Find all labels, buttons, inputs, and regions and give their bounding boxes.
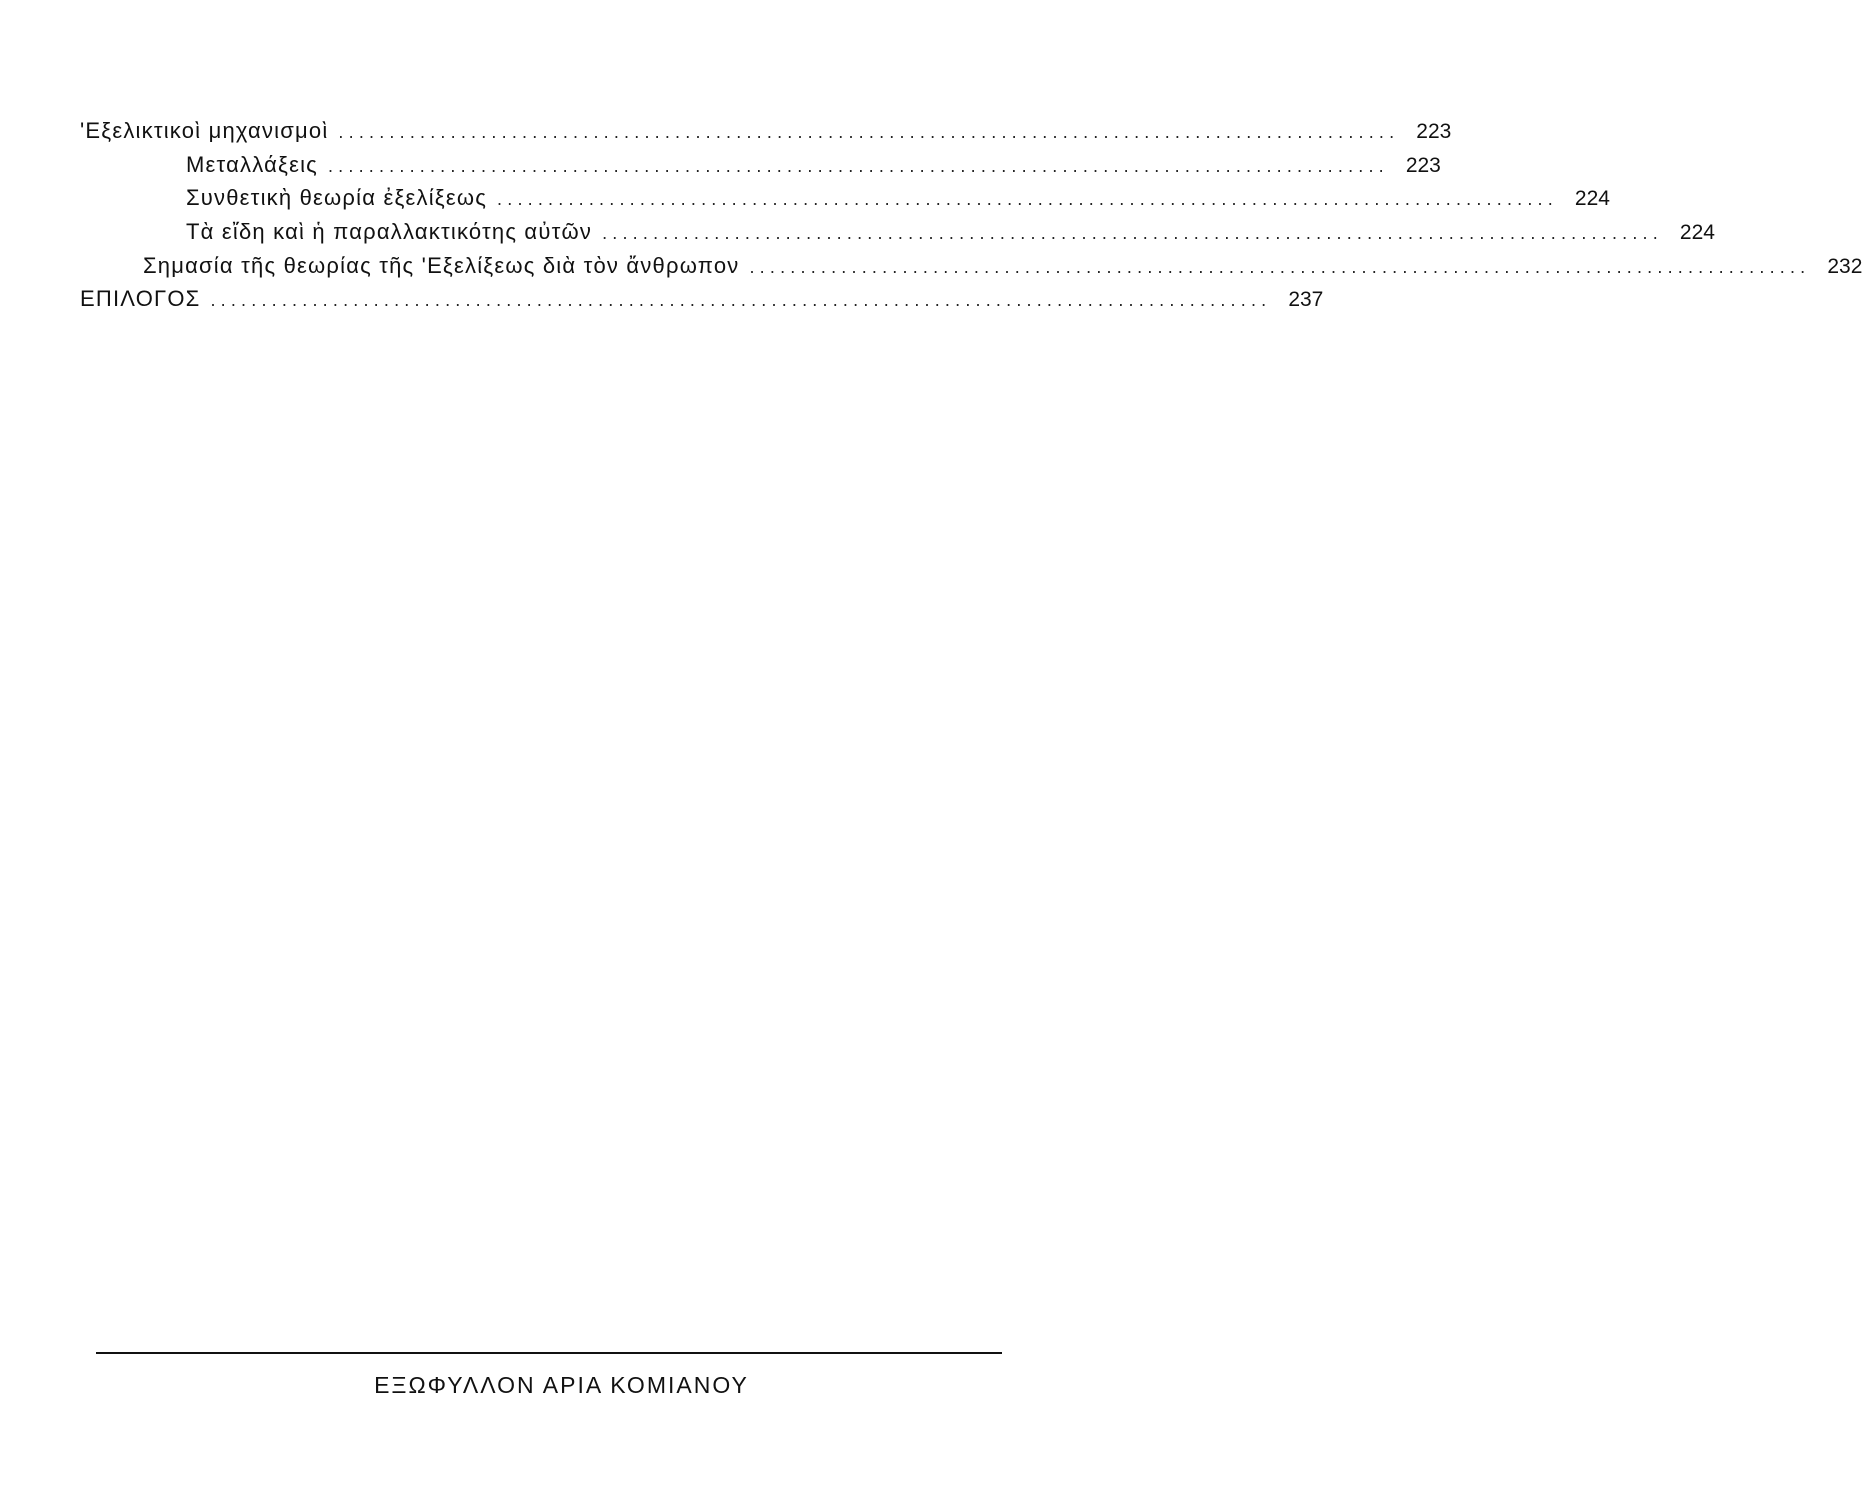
toc-leader-dots: ........................................................................................................ xyxy=(338,122,1400,142)
toc-entry xyxy=(80,118,1452,152)
toc-entry-title: Σημασία τῆς θεωρίας τῆς 'Εξελίξεως διὰ τὸν ἄνθρωπον xyxy=(143,253,740,278)
toc-entry-title: Συνθετικὴ θεωρία ἐξελίξεως xyxy=(186,185,488,210)
toc-entry-page: 237 xyxy=(1288,288,1324,311)
toc-leader-dots: ........................................................................................................ xyxy=(602,223,1663,243)
toc-leader-dots: ........................................................................................................ xyxy=(749,257,1811,277)
toc-leader-dots: ........................................................................................................ xyxy=(497,189,1558,209)
toc-entry xyxy=(186,185,1610,219)
toc-entry xyxy=(143,253,1862,287)
toc-entry-title: Μεταλλάξεις xyxy=(186,152,318,177)
toc-entry-page: 223 xyxy=(1416,120,1452,143)
toc-entry-page: 232 xyxy=(1827,255,1862,278)
toc-leader-dots: ........................................................................................................ xyxy=(327,156,1389,176)
toc-entry-title: ΕΠΙΛΟΓΟΣ xyxy=(80,286,201,311)
cover-credit: ΕΞΩΦΥΛΛΟΝ ΑΡΙΑ ΚΟΜΙΑΝΟΥ xyxy=(374,1372,749,1398)
toc-entry xyxy=(186,152,1441,186)
toc-entry-page: 224 xyxy=(1679,221,1715,244)
toc-entry xyxy=(80,286,1324,320)
toc-entry-title: Τὰ εἴδη καὶ ἡ παραλλακτικότης αὐτῶν xyxy=(186,219,593,244)
toc-entry-page: 224 xyxy=(1574,187,1610,210)
footer-divider xyxy=(96,1352,1002,1354)
toc-entry-title: 'Εξελικτικοὶ μηχανισμοὶ xyxy=(80,118,329,143)
toc-entry-page: 223 xyxy=(1405,154,1441,177)
toc-leader-dots: ........................................................................................................ xyxy=(210,290,1272,310)
toc-entry xyxy=(186,219,1715,253)
